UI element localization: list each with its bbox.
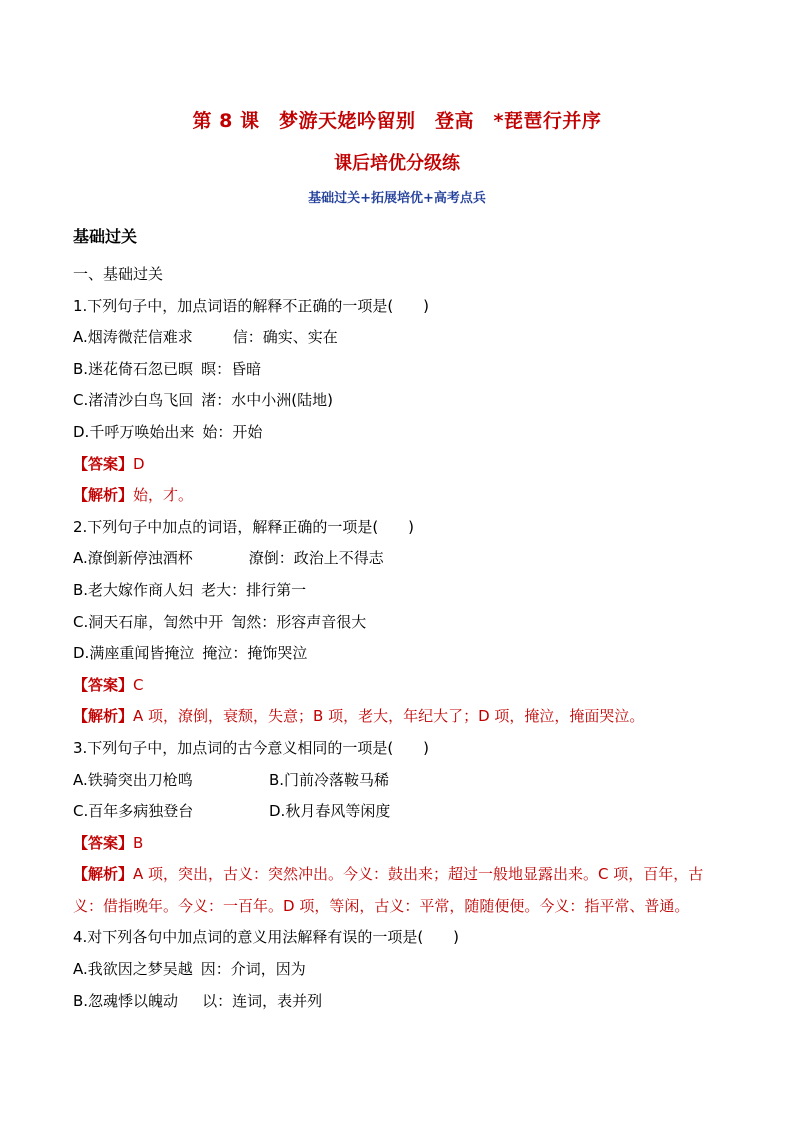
q1-b-sentence: B.迷花倚石忽已暝 xyxy=(73,359,194,378)
q2-a-sentence: A.潦倒新停浊酒杯 xyxy=(73,549,193,568)
q3-answer-value: B xyxy=(133,833,144,852)
q3-option-d: D.秋月春风等闲度 xyxy=(269,802,391,821)
q1-b-gloss: 暝：昏暗 xyxy=(201,359,262,378)
q2-c-gloss: 訇然：形容声音很大 xyxy=(231,612,367,631)
lesson-subtitle: 课后培优分级练 xyxy=(334,153,460,174)
q2-a-gloss: 潦倒：政治上不得志 xyxy=(248,549,384,568)
q4-b-gloss: 以：连词，表并列 xyxy=(202,991,323,1010)
q1-option-b xyxy=(73,354,733,386)
q1-a-sentence: A.烟涛微茫信难求 xyxy=(73,328,193,347)
q4-option-b xyxy=(73,986,733,1018)
q1-answer xyxy=(73,449,733,481)
q2-d-sentence: D.满座重闻皆掩泣 xyxy=(73,644,195,663)
q3-analysis xyxy=(73,859,733,922)
q1-analysis xyxy=(73,480,733,512)
q3-option-c: C.百年多病独登台 xyxy=(73,802,194,821)
q3-answer xyxy=(73,828,733,860)
q2-option-d xyxy=(73,638,733,670)
analysis-label: 【解析】 xyxy=(73,486,134,505)
q2-option-b xyxy=(73,575,733,607)
q3-analysis-text: A 项，突出，古义：突然冲出。今义：鼓出来；超过一般地显露出来。C 项，百年，古义：借指晚年。今义：一百年。D 项，等闲，古义：平常，随随便便。今义：指平常、普通。 xyxy=(73,865,704,915)
q2-answer-value: C xyxy=(133,675,144,694)
q2-analysis xyxy=(73,701,733,733)
q2-stem: 2.下列句子中加点的词语，解释正确的一项是( ) xyxy=(73,517,415,536)
analysis-label: 【解析】 xyxy=(73,707,134,726)
q1-option-d xyxy=(73,417,733,449)
q2-analysis-text: A 项，潦倒，衰颓，失意；B 项，老大，年纪大了；D 项，掩泣，掩面哭泣。 xyxy=(133,707,645,726)
q2-b-gloss: 老大：排行第一 xyxy=(201,580,307,599)
lesson-tagline: 基础过关+拓展培优+高考点兵 xyxy=(308,191,486,206)
q2-answer xyxy=(73,670,733,702)
q2-d-gloss: 掩泣：掩饰哭泣 xyxy=(202,644,308,663)
q4-b-sentence: B.忽魂悸以魄动 xyxy=(73,991,179,1010)
q1-stem: 1.下列句子中，加点词语的解释不正确的一项是( ) xyxy=(73,296,430,315)
analysis-label: 【解析】 xyxy=(73,865,134,884)
q4-a-sentence: A.我欲因之梦吴越 xyxy=(73,960,193,979)
q4-a-gloss: 因：介词，因为 xyxy=(200,960,306,979)
q3-stem: 3.下列句子中，加点词的古今意义相同的一项是( ) xyxy=(73,738,430,757)
q1-d-gloss: 始：开始 xyxy=(202,422,263,441)
answer-label: 【答案】 xyxy=(73,454,134,473)
q3-options-row-1 xyxy=(73,765,733,797)
lesson-title: 第 8 课 梦游天姥吟留别 登高 *琵琶行并序 xyxy=(192,110,602,132)
answer-label: 【答案】 xyxy=(73,675,134,694)
q1-a-gloss: 信：确实、实在 xyxy=(232,328,338,347)
q2-option-c xyxy=(73,607,733,639)
q4-stem: 4.对下列各句中加点词的意义用法解释有误的一项是( ) xyxy=(73,928,460,947)
q1-option-c xyxy=(73,385,733,417)
q2-option-a xyxy=(73,543,733,575)
q1-answer-value: D xyxy=(133,454,145,473)
q2-c-sentence: C.洞天石扉，訇然中开 xyxy=(73,612,224,631)
q1-d-sentence: D.千呼万唤始出来 xyxy=(73,422,195,441)
q4-option-a xyxy=(73,954,733,986)
section-heading: 基础过关 xyxy=(73,227,138,246)
q1-analysis-text: 始，才。 xyxy=(133,486,194,505)
q1-c-sentence: C.渚清沙白鸟飞回 xyxy=(73,391,194,410)
q3-options-row-2 xyxy=(73,796,733,828)
q1-option-a xyxy=(73,322,733,354)
q3-option-a: A.铁骑突出刀枪鸣 xyxy=(73,770,193,789)
q3-option-b: B.门前冷落鞍马稀 xyxy=(269,770,390,789)
answer-label: 【答案】 xyxy=(73,833,134,852)
q1-c-gloss: 渚：水中小洲(陆地) xyxy=(201,391,333,410)
q2-b-sentence: B.老大嫁作商人妇 xyxy=(73,580,194,599)
part-heading: 一、基础过关 xyxy=(73,265,164,283)
exercise-content xyxy=(73,259,733,1017)
